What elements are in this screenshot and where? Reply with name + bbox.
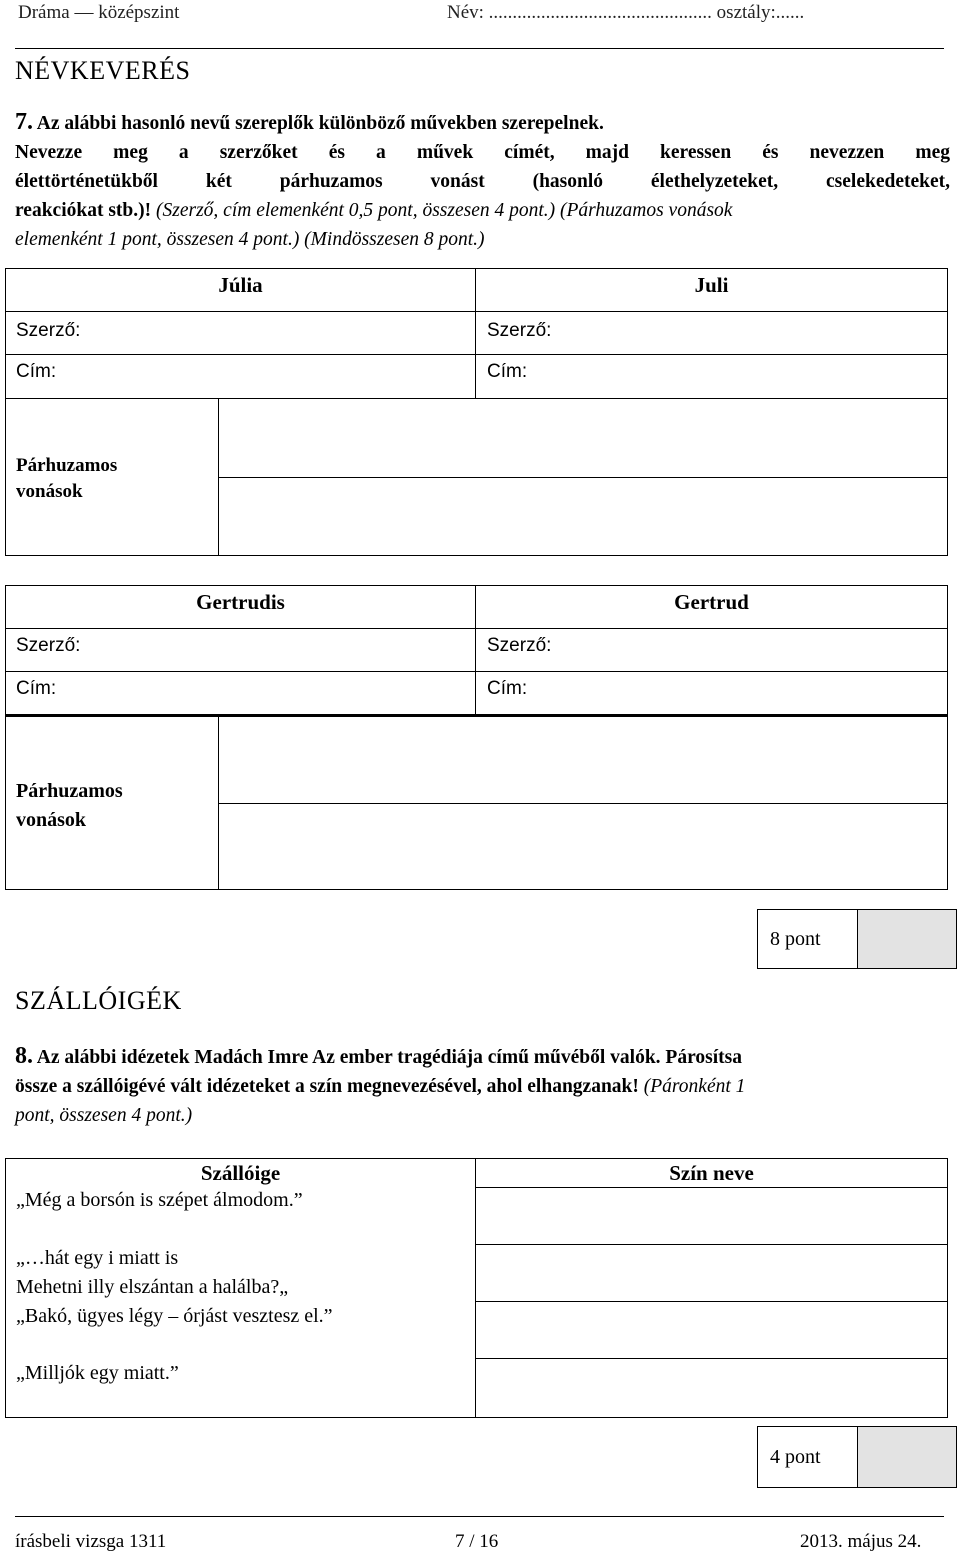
quote-2-line-2: Mehetni illy elszántan a halálba?„ (16, 1276, 289, 1298)
task-scoring: elemenként 1 pont, összesen 4 pont.) (Mindösszesen 8 pont.) (15, 229, 485, 250)
table2-title-left[interactable] (5, 671, 476, 717)
title-label: Cím: (487, 678, 528, 699)
scene-answer-2[interactable] (475, 1244, 948, 1302)
table2-head-gertrudis: Gertrudis (196, 590, 285, 614)
table2-parallel-answer-1[interactable] (218, 716, 948, 804)
parallel-label (16, 453, 117, 505)
quote-1: „Még a borsón is szépet álmodom.” (16, 1189, 303, 1211)
parallel-label-line2: vonások (16, 809, 87, 831)
task-number: 8. (15, 1043, 33, 1069)
author-label: Szerző: (16, 320, 81, 341)
table2-parallel-label-cell (5, 716, 219, 890)
task-line: Nevezze meg a szerzőket és a művek címét, majd keressen és nevezzen meg (15, 142, 950, 163)
score-label: 4 pont (770, 1446, 821, 1468)
col-head-szalloige: Szállóige (200, 1161, 281, 1185)
score-entry-field[interactable] (858, 910, 956, 968)
task-scoring: (Páronként 1 (638, 1076, 746, 1097)
author-label: Szerző: (487, 320, 552, 341)
score-divider (857, 910, 858, 968)
score-divider (857, 1427, 858, 1487)
col-head-cell-szin (475, 1158, 948, 1188)
parallel-label-line2: vonások (16, 481, 83, 502)
table1-head-right (475, 268, 948, 312)
task-line: élettörténetükből két párhuzamos vonást (hasonló élethelyzeteket, cselekedeteket, (15, 171, 950, 192)
header-subject: Dráma — középszint (18, 2, 180, 23)
scene-answer-4[interactable] (475, 1358, 948, 1418)
table1-author-left[interactable] (5, 311, 476, 355)
author-label: Szerző: (487, 635, 552, 656)
table2-author-left[interactable] (5, 628, 476, 672)
table1-head-juli: Juli (694, 273, 729, 297)
parallel-label (16, 777, 123, 835)
header-name-field: Név: ............................................... osztály:...... (447, 2, 805, 23)
footer-date: 2013. május 24. (800, 1531, 922, 1552)
scene-answer-3[interactable] (475, 1301, 948, 1359)
table2-parallel-answer-2[interactable] (218, 803, 948, 890)
task-line: reakciókat stb.)! (15, 200, 152, 221)
quote-3: „Bakó, ügyes légy – órjást vesztesz el.” (16, 1305, 333, 1327)
table1-head-left (5, 268, 476, 312)
task-scoring: (Szerző, cím elemenként 0,5 pont, összesen 4 pont.) (Párhuzamos vonások (151, 200, 733, 221)
title-label: Cím: (487, 361, 528, 382)
quotes-column (5, 1158, 476, 1418)
table1-parallel-answer-1[interactable] (218, 398, 948, 478)
table2-author-right[interactable] (475, 628, 948, 672)
task-7-text (15, 108, 950, 254)
col-head-szin-neve: Szín neve (669, 1161, 754, 1185)
score-entry-field[interactable] (858, 1427, 956, 1487)
parallel-label-line1: Párhuzamos (16, 455, 118, 476)
table1-head-julia: Júlia (218, 273, 263, 297)
table2-title-right[interactable] (475, 671, 948, 717)
task-line: Az alábbi hasonló nevű szereplők különböző művekben szerepelnek. (33, 113, 604, 134)
section-title-nevkeveres: NÉVKEVERÉS (15, 56, 191, 85)
task-scoring: pont, összesen 4 pont.) (15, 1105, 193, 1126)
score-box-8 (757, 909, 957, 969)
table1-author-right[interactable] (475, 311, 948, 355)
section-title-szalloigek: SZÁLLÓIGÉK (15, 986, 182, 1015)
score-box-4 (757, 1426, 957, 1488)
task-line: Az alábbi idézetek Madách Imre Az ember tragédiája című művéből valók. Párosítsa (33, 1047, 742, 1068)
footer-page-number: 7 / 16 (455, 1531, 499, 1552)
footer-exam-id: írásbeli vizsga 1311 (15, 1531, 167, 1552)
table1-title-left[interactable] (5, 354, 476, 399)
table2-head-right (475, 585, 948, 629)
table2-head-gertrud: Gertrud (674, 590, 749, 614)
parallel-label-line1: Párhuzamos (16, 780, 123, 802)
quote-4: „Milljók egy miatt.” (16, 1362, 179, 1384)
task-line: össze a szállóigévé vált idézeteket a szín megnevezésével, ahol elhangzanak! (15, 1076, 639, 1097)
task-8-text (15, 1042, 950, 1130)
table2-head-left (5, 585, 476, 629)
task-number: 7. (15, 109, 33, 135)
author-label: Szerző: (16, 635, 81, 656)
title-label: Cím: (16, 678, 57, 699)
table1-title-right[interactable] (475, 354, 948, 399)
footer-rule (15, 1516, 944, 1517)
title-label: Cím: (16, 361, 57, 382)
header-rule (15, 48, 944, 49)
table1-parallel-label-cell (5, 398, 219, 556)
table1-parallel-answer-2[interactable] (218, 477, 948, 556)
score-label: 8 pont (770, 928, 821, 950)
quote-2-line-1: „…hát egy i miatt is (16, 1247, 179, 1269)
scene-answer-1[interactable] (475, 1187, 948, 1245)
